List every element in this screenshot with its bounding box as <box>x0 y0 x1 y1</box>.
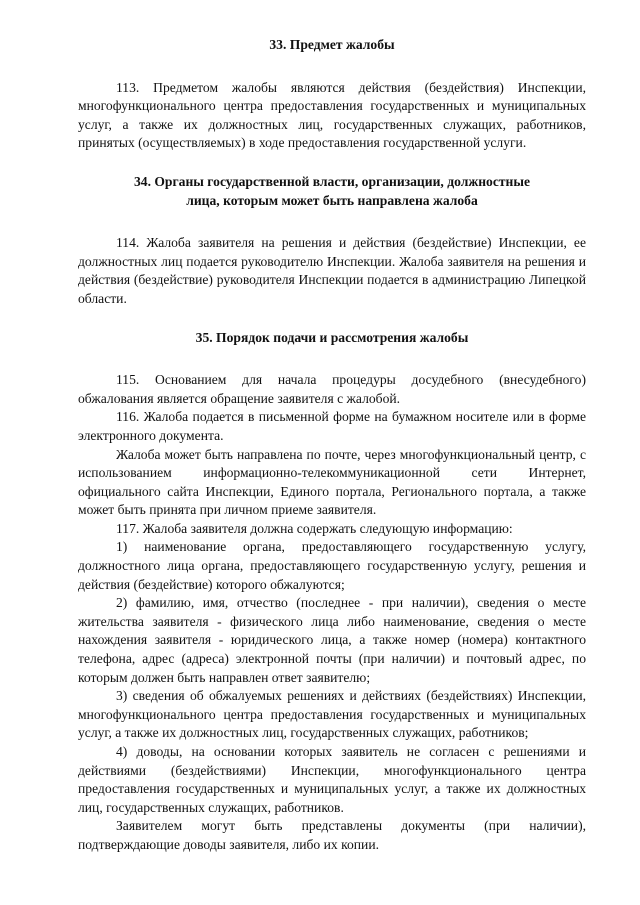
section-heading-34-line1: 34. Органы государственной власти, организации, должностные <box>133 173 531 189</box>
paragraph-116: 116. Жалоба подается в письменной форме на бумажном носителе или в форме электронного документа. <box>78 409 586 443</box>
document-page <box>78 36 586 855</box>
list-item-1: 1) наименование органа, предоставляющего государственную услугу, должностного лица органа, предоставляющего государственную услугу, решения и действия (бездействие) которого обжалуются; <box>78 539 586 592</box>
paragraph-supporting-documents: Заявителем могут быть представлены документы (при наличии), подтверждающие доводы заявителя, либо их копии. <box>78 818 586 852</box>
section-heading-34-line2: лица, которым может быть направлена жалоба <box>186 192 478 208</box>
list-item-3: 3) сведения об обжалуемых решениях и действиях (бездействиях) Инспекции, многофункционального центра предоставления государственных и муниципальных услуг, а также их должностных лиц, государственных служащих, работников; <box>78 688 586 741</box>
paragraph-117: 117. Жалоба заявителя должна содержать следующую информацию: <box>116 520 513 536</box>
paragraph-115: 115. Основанием для начала процедуры досудебного (внесудебного) обжалования является обращение заявителя с жалобой. <box>78 372 586 406</box>
paragraph-113: 113. Предметом жалобы являются действия (бездействия) Инспекции, многофункционального центра предоставления государственных и муниципальных услуг, а также их должностных лиц, государственных служащих, работников, принятых (осуществляемых) в ходе предоставления государственной услуги. <box>78 79 586 151</box>
section-heading-35: 35. Порядок подачи и рассмотрения жалобы <box>195 329 469 345</box>
paragraph-delivery-methods: Жалоба может быть направлена по почте, через многофункциональный центр, с использованием информационно-телекоммуникационной сети Интернет, официального сайта Инспекции, Единого портала, Регионального портала, а также может быть принята при личном приеме заявителя. <box>78 446 586 518</box>
list-item-2: 2) фамилию, имя, отчество (последнее - при наличии), сведения о месте жительства заявителя - физического лица либо наименование, сведения о месте нахождения заявителя - юридического лица, а также номер (номера) контактного телефона, адрес (адреса) электронной почты (при наличии) и почтовый адрес, по которым должен быть направлен ответ заявителю; <box>78 595 586 685</box>
section-heading-33: 33. Предмет жалобы <box>269 37 395 52</box>
section-heading-34 <box>78 173 586 210</box>
paragraph-114: 114. Жалоба заявителя на решения и действия (бездействие) Инспекции, ее должностных лиц подается руководителю Инспекции. Жалоба заявителя на решения и действия (бездействие) руководителя Инспекции подается в администрацию Липецкой области. <box>78 235 586 306</box>
list-item-4: 4) доводы, на основании которых заявитель не согласен с решениями и действиями (бездействиями) Инспекции, многофункционального центра предоставления государственных и муниципальных услуг, а также их должностных лиц, государственных служащих, работников. <box>78 744 586 815</box>
